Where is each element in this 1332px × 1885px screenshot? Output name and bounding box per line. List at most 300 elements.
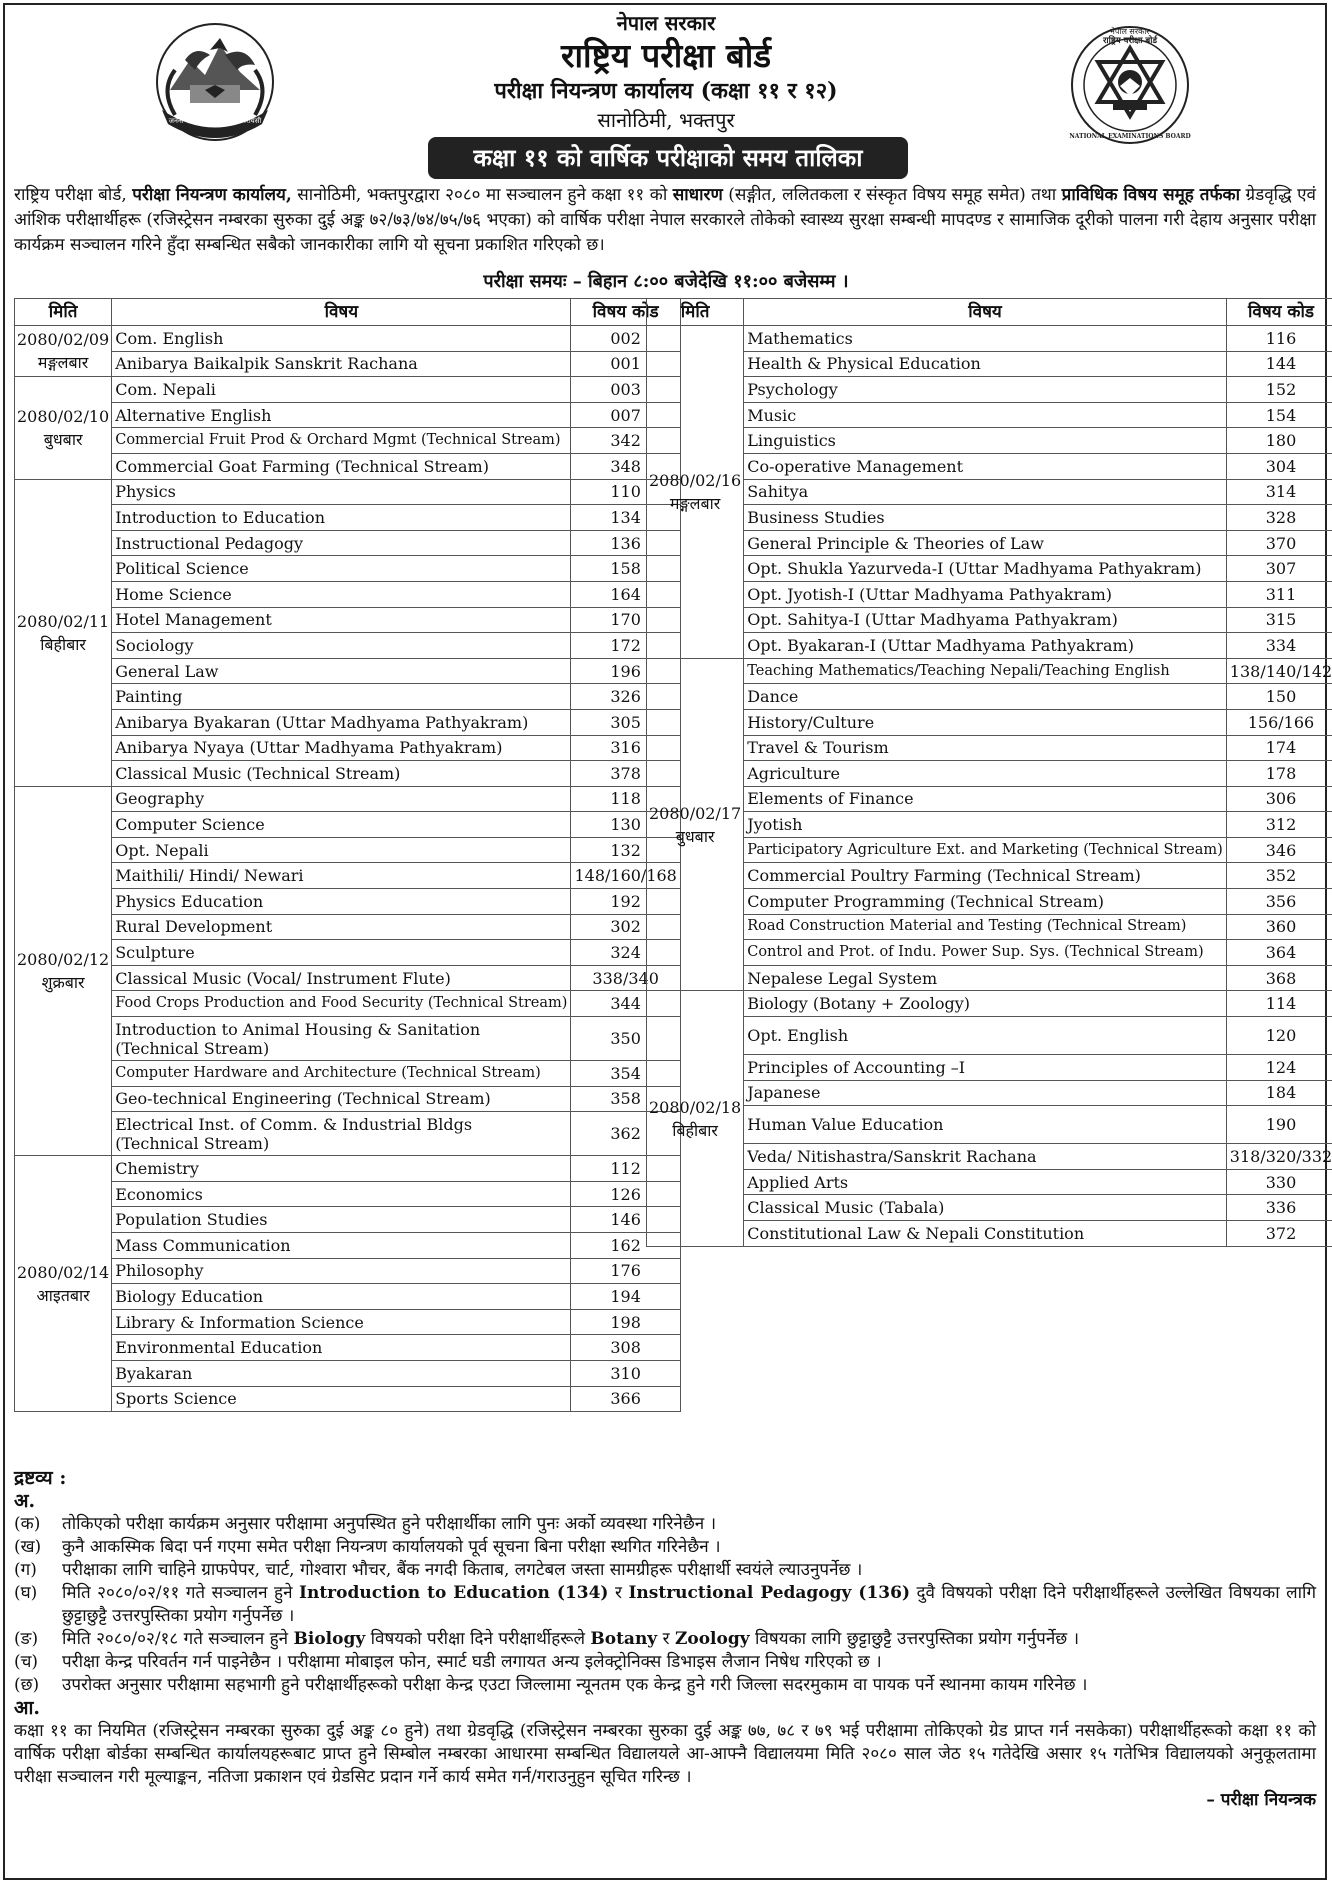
subject-code: 110 (571, 479, 680, 505)
table-row (15, 1309, 681, 1335)
subject-cell (112, 505, 571, 531)
exam-date-cell (15, 1156, 112, 1412)
subject-cell (112, 351, 571, 377)
subject-name-line2: (Technical Stream) (115, 1133, 270, 1153)
subject-code: 360 (1226, 914, 1332, 940)
notice-title: कक्षा ११ को वार्षिक परीक्षाको समय तालिका (428, 137, 908, 179)
table-row (15, 1386, 681, 1412)
subject-code: 306 (1226, 786, 1332, 812)
subject-code: 132 (571, 837, 680, 863)
table-row (647, 863, 1332, 889)
subject-name: Maithili/ Hindi/ Newari (115, 866, 304, 886)
subject-name: Mathematics (747, 328, 853, 348)
subject-name: General Law (115, 661, 219, 681)
subject-cell (744, 428, 1227, 454)
subject-cell (112, 863, 571, 889)
logo-ring-text: राष्ट्रिय परीक्षा बोर्ड (1102, 36, 1158, 46)
table-row (15, 581, 681, 607)
note-key: (क) (14, 1514, 41, 1534)
note-item (14, 1651, 1316, 1674)
subject-code: 370 (1226, 530, 1332, 556)
table-row (647, 914, 1332, 940)
schedule-table-right (646, 298, 1332, 1247)
subject-cell (112, 735, 571, 761)
logo-bottom-text: NATIONAL EXAMINATIONS BOARD (1069, 133, 1191, 140)
subject-cell (744, 965, 1227, 991)
exam-day: बिहीबार (672, 1120, 718, 1140)
subject-cell (112, 1017, 571, 1061)
subject-code: 164 (571, 581, 680, 607)
column-header-code: विषय कोड (571, 299, 680, 326)
table-row (647, 530, 1332, 556)
subject-code: 144 (1226, 351, 1332, 377)
subject-name: Computer Programming (Technical Stream) (747, 891, 1105, 911)
subject-code: 134 (571, 505, 680, 531)
exam-time: परीक्षा समयः – बिहान ८:०० बजेदेखि ११:०० बजेसम्म । (483, 271, 849, 292)
table-row (647, 377, 1332, 403)
table-row (647, 1169, 1332, 1195)
subject-cell (112, 786, 571, 812)
subject-name: Rural Development (115, 917, 273, 937)
exam-day: मङ्गलबार (37, 353, 89, 373)
subject-cell (112, 914, 571, 940)
subject-code: 003 (571, 377, 680, 403)
table-row (647, 479, 1332, 505)
subject-code: 158 (571, 556, 680, 582)
subject-cell (744, 889, 1227, 915)
subject-cell (744, 1221, 1227, 1247)
subject-name: Computer Science (115, 815, 265, 835)
subject-cell (112, 402, 571, 428)
subject-code: 312 (1226, 812, 1332, 838)
table-row (647, 889, 1332, 915)
table-row (15, 453, 681, 479)
table-row (647, 837, 1332, 863)
subject-name: Mass Communication (115, 1235, 291, 1255)
table-row (647, 1144, 1332, 1170)
subject-cell (112, 1284, 571, 1310)
subject-cell (744, 479, 1227, 505)
subject-cell (744, 351, 1227, 377)
table-row (15, 914, 681, 940)
table-row (15, 786, 681, 812)
subject-code: 002 (571, 326, 680, 352)
subject-code: 007 (571, 402, 680, 428)
note-text: परीक्षा केन्द्र परिवर्तन गर्न पाइनेछैन । परीक्षामा मोबाइल फोन, स्मार्ट घडी लगायत अन्य इलेक्ट्रोनिक्स डिभाइस लैजान निषेध गरिएको छ । (62, 1652, 882, 1672)
note-key: (छ) (14, 1675, 40, 1695)
subject-code: 368 (1226, 965, 1332, 991)
subject-name: Travel & Tourism (747, 738, 889, 758)
note-text: तोकिएको परीक्षा कार्यक्रम अनुसार परीक्षामा अनुपस्थित हुने परीक्षार्थीका लागि पुनः अर्को व्यवस्था गरिनेछैन । (62, 1514, 717, 1534)
subject-name: Sahitya (747, 482, 809, 502)
subject-code: 362 (571, 1112, 680, 1156)
table-row (647, 581, 1332, 607)
subject-name: Co-operative Management (747, 456, 964, 476)
note-item-nga (14, 1628, 1316, 1651)
subject-cell (112, 991, 571, 1017)
table-row (15, 812, 681, 838)
table-row (15, 761, 681, 787)
table-row (647, 709, 1332, 735)
exam-date: 2080/02/17 (649, 803, 742, 823)
subject-code: 192 (571, 889, 680, 915)
exam-date: 2080/02/12 (17, 949, 110, 969)
subject-code: 307 (1226, 556, 1332, 582)
table-row (15, 556, 681, 582)
subject-cell (744, 735, 1227, 761)
subject-code: 152 (1226, 377, 1332, 403)
notes-heading: द्रष्टव्य : (14, 1467, 67, 1489)
subject-name: Byakaran (115, 1363, 193, 1383)
subject-cell (112, 1233, 571, 1259)
table-row (647, 326, 1332, 352)
column-header-subject: विषय (744, 299, 1227, 326)
subject-cell (112, 684, 571, 710)
subject-code: 138/140/142 (1226, 658, 1332, 684)
subject-name: Introduction to Education (115, 507, 325, 527)
logo-top-text: नेपाल सरकार (1110, 27, 1150, 36)
subject-name: Com. Nepali (115, 379, 216, 399)
subject-name: Library & Information Science (115, 1312, 364, 1332)
note-key: (ङ) (14, 1629, 39, 1649)
subject-cell (744, 326, 1227, 352)
subject-code: 001 (571, 351, 680, 377)
schedule-table-left (14, 298, 681, 1412)
subject-cell (744, 607, 1227, 633)
note-text: र (615, 1583, 622, 1603)
subject-name: Sculpture (115, 943, 195, 963)
subject-code: 328 (1226, 505, 1332, 531)
subject-cell (744, 633, 1227, 659)
subject-name: Classical Music (Vocal/ Instrument Flute) (115, 968, 451, 988)
table-row (15, 402, 681, 428)
table-row (15, 1061, 681, 1087)
subject-code: 348 (571, 453, 680, 479)
subject-code: 318/320/332 (1226, 1144, 1332, 1170)
subject-name: Opt. Nepali (115, 840, 209, 860)
subject-cell (112, 633, 571, 659)
table-row (15, 1258, 681, 1284)
subject-cell (744, 1195, 1227, 1221)
subject-code: 198 (571, 1309, 680, 1335)
note-item-gha (14, 1582, 1316, 1628)
subject-code: 116 (1226, 326, 1332, 352)
subject-code: 372 (1226, 1221, 1332, 1247)
subject-code: 118 (571, 786, 680, 812)
table-row (15, 351, 681, 377)
exam-day: मङ्गलबार (669, 493, 721, 513)
subject-code: 338/340 (571, 965, 680, 991)
intro-paragraph (14, 183, 1316, 258)
subject-code: 334 (1226, 633, 1332, 659)
subject-cell (112, 1181, 571, 1207)
note-bold-subject: Zoology (674, 1629, 750, 1649)
table-row (647, 1080, 1332, 1106)
subject-cell (112, 761, 571, 787)
subject-name: Constitutional Law & Nepali Constitution (747, 1223, 1085, 1243)
subject-name: Participatory Agriculture Ext. and Marketing (Technical Stream) (747, 841, 1223, 858)
notes-paragraph: कक्षा ११ का नियमित (रजिस्ट्रेसन नम्बरका सुरुका दुई अङ्क ८० हुने) तथा ग्रेडवृद्धि (रजिस्ट्रेसन नम्बरका सुरुका दुई अङ्क ७७, ७८ र ७९ भई परीक्षामा तोकिएको ग्रेड प्राप्त गर्न नसकेका) परीक्षार्थीहरूको कक्षा ११ को वार्षिक परीक्षा बोर्डका सम्बन्धित कार्यालयहरूबाट प्राप्त हुने सिम्बोल नम्बरका आधारमा सम्बन्धित विद्यालयले आ-आफ्नै विद्यालयमा मिति २०८० साल जेठ १५ गतेदेखि असार १५ गतेभित्र विद्यालयको अनुकूलतामा परीक्षा सञ्चालन गरी मूल्याङ्कन, नतिजा प्रकाशन एवं ग्रेडसिट प्रदान गर्ने कार्य समेत गर्न/गराउनुहुन सूचित गरिन्छ । (14, 1721, 1316, 1787)
subject-name: Applied Arts (747, 1172, 849, 1192)
subject-cell (112, 1112, 571, 1156)
subject-cell (744, 377, 1227, 403)
subject-name: Elements of Finance (747, 789, 914, 809)
subject-cell (112, 812, 571, 838)
table-row (15, 684, 681, 710)
subject-cell (112, 1360, 571, 1386)
subject-code: 304 (1226, 453, 1332, 479)
subject-name: Anibarya Byakaran (Uttar Madhyama Pathyakram) (115, 712, 529, 732)
subject-name: General Principle & Theories of Law (747, 533, 1044, 553)
table-row (15, 428, 681, 454)
note-item (14, 1513, 1316, 1536)
table-row (647, 991, 1332, 1017)
intro-text-4: ग्रेडवृद्धि एवं आंशिक परीक्षार्थीहरू (रजिस्ट्रेसन नम्बरका सुरुका दुई अङ्क ७२/७३/७४/७५/७६ भएका) को वार्षिक परीक्षा नेपाल सरकारले तोकेको स्वास्थ्य सुरक्षा सम्बन्धी मापदण्ड र सामाजिक दूरीको पालना गरी देहाय अनुसार परीक्षा कार्यक्रम सञ्चालन गरिने हुँदा सम्बन्धित सबैको जानकारीका लागि यो सूचना प्रकाशित गरिएको छ। (14, 185, 1316, 255)
subject-name: Population Studies (115, 1210, 268, 1230)
subject-code: 196 (571, 658, 680, 684)
table-row (15, 1156, 681, 1182)
subject-name: Chemistry (115, 1159, 199, 1179)
subject-code: 148/160/168 (571, 863, 680, 889)
table-row (647, 735, 1332, 761)
subject-code: 194 (571, 1284, 680, 1310)
exam-date-cell (15, 377, 112, 479)
table-row (647, 351, 1332, 377)
subject-code: 342 (571, 428, 680, 454)
subject-name: Linguistics (747, 431, 836, 451)
subject-cell (112, 1207, 571, 1233)
subject-name: Physics (115, 482, 176, 502)
note-text: उपरोक्त अनुसार परीक्षामा सहभागी हुने परीक्षार्थीहरूको परीक्षा केन्द्र एउटा जिल्लामा न्यूनतम एक केन्द्र हुने गरी जिल्ला सदरमुकाम वा पायक पर्ने स्थानमा कायम गरिनेछ । (62, 1675, 1088, 1695)
exam-date: 2080/02/11 (17, 611, 110, 631)
subject-name: Philosophy (115, 1261, 204, 1281)
subject-code: 378 (571, 761, 680, 787)
note-text: मिति २०८०/०२/११ गते सञ्चालन हुने (62, 1583, 293, 1603)
subject-name: History/Culture (747, 712, 875, 732)
subject-cell (744, 1106, 1227, 1144)
subject-code: 130 (571, 812, 680, 838)
subject-name: Opt. Jyotish-I (Uttar Madhyama Pathyakram) (747, 584, 1113, 604)
table-row (15, 633, 681, 659)
subject-cell (744, 530, 1227, 556)
subject-code: 352 (1226, 863, 1332, 889)
subject-cell (112, 1258, 571, 1284)
table-row (15, 530, 681, 556)
exam-date-cell (15, 479, 112, 786)
header (0, 10, 1332, 134)
intro-bold-3: प्राविधिक विषय समूह तर्फका (1061, 185, 1241, 205)
subject-name: Biology Education (115, 1286, 264, 1306)
note-text: विषयको परीक्षा दिने परीक्षार्थीहरूले (370, 1629, 585, 1649)
note-text: दुवै विषयको परीक्षा दिने परीक्षार्थीहरूले उल्लेखित विषयका लागि छुट्टाछुट्टै उत्तरपुस्तिका प्रयोग गर्नुपर्नेछ । (62, 1583, 1317, 1626)
note-bold-subject: Instructional Pedagogy (136) (628, 1583, 910, 1603)
subject-cell (744, 556, 1227, 582)
board-name: राष्ट्रिय परीक्षा बोर्ड (560, 36, 772, 75)
subject-name: Opt. Sahitya-I (Uttar Madhyama Pathyakram) (747, 610, 1118, 630)
subject-name: Agriculture (747, 763, 841, 783)
table-row (647, 1221, 1332, 1247)
exam-day: बिहीबार (40, 634, 86, 654)
subject-cell (112, 1061, 571, 1087)
subject-name: Business Studies (747, 507, 885, 527)
subject-code: 358 (571, 1086, 680, 1112)
table-row (15, 735, 681, 761)
subject-name: Dance (747, 687, 799, 707)
subject-cell (112, 377, 571, 403)
subject-name: Physics Education (115, 891, 264, 911)
subject-code: 311 (1226, 581, 1332, 607)
table-row (15, 658, 681, 684)
subject-cell (744, 658, 1227, 684)
subject-cell (744, 1080, 1227, 1106)
subject-name: Geography (115, 789, 205, 809)
government-name: नेपाल सरकार (616, 11, 716, 35)
table-row (647, 1195, 1332, 1221)
subject-cell (744, 684, 1227, 710)
subject-cell (744, 837, 1227, 863)
table-row (647, 453, 1332, 479)
table-row (15, 326, 681, 352)
subject-code: 344 (571, 991, 680, 1017)
subject-cell (744, 1055, 1227, 1081)
subject-name: Anibarya Baikalpik Sanskrit Rachana (115, 354, 418, 374)
subject-cell (744, 402, 1227, 428)
subject-name: Geo-technical Engineering (Technical Stream) (115, 1089, 491, 1109)
subject-name: Alternative English (115, 405, 272, 425)
subject-code: 316 (571, 735, 680, 761)
subject-name: Nepalese Legal System (747, 968, 938, 988)
subject-name: Sociology (115, 635, 194, 655)
exam-date: 2080/02/09 (17, 330, 110, 350)
subject-code: 366 (571, 1386, 680, 1412)
exam-date: 2080/02/10 (17, 406, 110, 426)
subject-code: 146 (571, 1207, 680, 1233)
subject-name: Jyotish (747, 815, 803, 835)
note-text: कुनै आकस्मिक बिदा पर्न गएमा समेत परीक्षा नियन्त्रण कार्यालयको पूर्व सूचना बिना परीक्षा स्थगित गरिनेछैन । (62, 1537, 721, 1557)
subject-name: Opt. English (747, 1026, 849, 1046)
subject-name: Hotel Management (115, 610, 272, 630)
table-row (15, 1284, 681, 1310)
exam-day: शुक्रबार (41, 972, 85, 992)
subject-cell (744, 505, 1227, 531)
subject-name: Road Construction Material and Testing (Technical Stream) (747, 918, 1187, 935)
subject-cell (744, 914, 1227, 940)
office-location: सानोठिमी, भक्तपुर (597, 108, 735, 132)
subject-name: Teaching Mathematics/Teaching Nepali/Teaching English (747, 662, 1170, 679)
table-row (15, 1233, 681, 1259)
note-item (14, 1536, 1316, 1559)
subject-name: Painting (115, 687, 183, 707)
table-row (647, 786, 1332, 812)
subject-code: 315 (1226, 607, 1332, 633)
office-name: परीक्षा नियन्त्रण कार्यालय (कक्षा ११ र १२) (494, 78, 838, 104)
exam-date-cell (647, 326, 744, 659)
note-text: मिति २०८०/०२/१८ गते सञ्चालन हुने (62, 1629, 289, 1649)
table-row (647, 402, 1332, 428)
subject-cell (112, 1386, 571, 1412)
table-row (647, 633, 1332, 659)
subject-cell (112, 530, 571, 556)
subject-cell (112, 607, 571, 633)
signature: – परीक्षा नियन्त्रक (1206, 1790, 1316, 1810)
subject-code: 356 (1226, 889, 1332, 915)
subject-code: 170 (571, 607, 680, 633)
table-row (15, 863, 681, 889)
subject-cell (744, 812, 1227, 838)
subject-code: 302 (571, 914, 680, 940)
subject-cell (744, 786, 1227, 812)
subject-code: 346 (1226, 837, 1332, 863)
subject-cell (744, 940, 1227, 966)
subject-code: 176 (571, 1258, 680, 1284)
table-row (647, 1106, 1332, 1144)
subject-name: Political Science (115, 559, 249, 579)
table-row (15, 1207, 681, 1233)
subject-code: 126 (571, 1181, 680, 1207)
intro-text-2: सानोठिमी, भक्तपुरद्वारा २०८० मा सञ्चालन हुने कक्षा ११ को (297, 185, 668, 205)
subject-cell (112, 1309, 571, 1335)
table-row (647, 684, 1332, 710)
table-row (647, 812, 1332, 838)
subject-cell (112, 940, 571, 966)
subject-code: 326 (571, 684, 680, 710)
subject-cell (112, 428, 571, 454)
subject-code: 314 (1226, 479, 1332, 505)
subject-cell (112, 453, 571, 479)
exam-date: 2080/02/18 (649, 1097, 742, 1117)
column-header-date: मिति (15, 299, 112, 326)
exam-date-cell (15, 326, 112, 377)
subject-name: Human Value Education (747, 1115, 944, 1135)
note-key: (घ) (14, 1583, 38, 1603)
table-row (15, 940, 681, 966)
subject-code: 190 (1226, 1106, 1332, 1144)
subject-code: 308 (571, 1335, 680, 1361)
subject-name: Music (747, 405, 797, 425)
subject-cell (744, 863, 1227, 889)
intro-text-1: राष्ट्रिय परीक्षा बोर्ड, (14, 185, 127, 205)
column-header-code: विषय कोड (1226, 299, 1332, 326)
subject-name: Home Science (115, 584, 232, 604)
subject-code: 350 (571, 1017, 680, 1061)
intro-bold-2: साधारण (672, 185, 723, 205)
subject-code: 310 (571, 1360, 680, 1386)
exam-day: बुधबार (43, 429, 83, 449)
subject-code: 330 (1226, 1169, 1332, 1195)
subject-name: Computer Hardware and Architecture (Technical Stream) (115, 1064, 541, 1081)
intro-text-3: (सङ्गीत, ललितकला र संस्कृत विषय समूह समेत) तथा (728, 185, 1057, 205)
table-row (15, 837, 681, 863)
table-row (15, 889, 681, 915)
subject-cell (112, 709, 571, 735)
exam-day: बुधबार (675, 826, 715, 846)
subject-cell (112, 556, 571, 582)
subject-cell (744, 453, 1227, 479)
subject-cell (744, 709, 1227, 735)
subject-cell (744, 1169, 1227, 1195)
subject-code: 124 (1226, 1055, 1332, 1081)
subject-cell (112, 837, 571, 863)
table-row (15, 1181, 681, 1207)
emblem-ribbon-text: जननी जन्मभूमिश्च स्वर्गादपि गरीयसी (168, 117, 262, 125)
table-row (15, 1360, 681, 1386)
subject-name: Japanese (747, 1083, 821, 1103)
subject-cell (744, 991, 1227, 1017)
subject-cell (112, 1335, 571, 1361)
table-row (15, 991, 681, 1017)
subject-code: 120 (1226, 1017, 1332, 1055)
notes-section-a: अ. (14, 1490, 36, 1512)
